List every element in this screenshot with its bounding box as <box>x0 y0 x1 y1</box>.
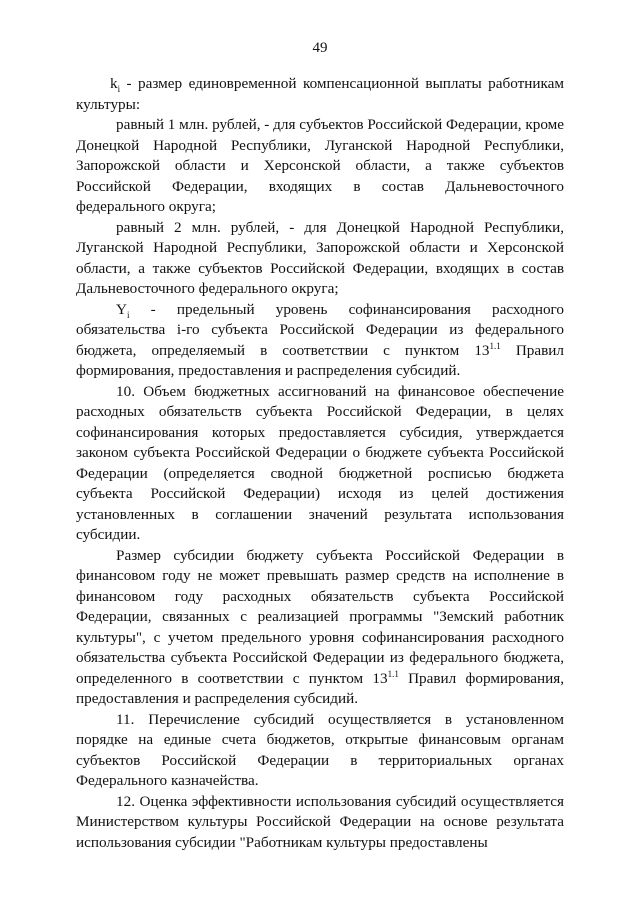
y-definition-text: - предельный уровень софинансирования расходного обязательства i-го субъекта Российской Федерации из федерального бюджета, определяемый в соответствии с пунктом 13 <box>76 300 564 359</box>
y-definition-tail: Правил формирования, предоставления и распределения субсидий. <box>76 341 564 379</box>
y-symbol: Y <box>116 300 127 318</box>
k-definition-text: - размер единовременной компенсационной выплаты работникам культуры: <box>76 75 564 113</box>
paragraph-10: 10. Объем бюджетных ассигнований на финансовое обеспечение расходных обязательств субъекта Российской Федерации, в целях софинансирования которых предоставляется субсидия, утверждается законом субъекта Российской Федерации о бюджете субъекта Российской Федерации (определяется сводной бюджетной росписью бюджета субъекта Российской Федерации) исходя из целей достижения установленных в соглашении значений результата использования субсидии. <box>76 382 564 543</box>
y-subscript: i <box>126 309 130 320</box>
paragraph-12: 12. Оценка эффективности использования субсидий осуществляется Министерством культуры Российской Федерации на основе результата использования субсидии "Работникам культуры предоставлены <box>76 792 564 851</box>
document-body <box>76 74 564 853</box>
page-number: 49 <box>312 40 328 56</box>
k-symbol: k <box>110 75 118 92</box>
y-footnote-sup: 1.1 <box>489 340 501 351</box>
paragraph-11: 11. Перечисление субсидий осуществляется в установленном порядке на единые счета бюджетов, открытые финансовым органам субъектов Российской Федерации в территориальных органах Федерального казначейства. <box>76 710 564 789</box>
k-value-2: равный 2 млн. рублей, - для Донецкой Народной Республики, Луганской Народной Республики, Запорожской области и Херсонской области, а также субъектов Российской Федерации, входящих в состав Дальневосточного федерального округа; <box>76 218 564 297</box>
k-subscript: i <box>117 84 121 95</box>
k-value-1: равный 1 млн. рублей, - для субъектов Российской Федерации, кроме Донецкой Народной Республики, Луганской Народной Республики, Запорожской области и Херсонской области, а также субъектов Российской Федерации, входящих в состав Дальневосточного федерального округа; <box>76 116 564 215</box>
paragraph-10-size-text: Размер субсидии бюджету субъекта Российской Федерации в финансовом году не может превышать размер средств на исполнение в финансовом году расходных обязательств субъекта Российской Федерации, связанных с реализацией программы "Земский работник культуры", с учетом предельного уровня софинансирования расходного обязательства субъекта Российской Федерации из федерального бюджета, определенного в соответствии с пунктом 13 <box>76 546 564 687</box>
definition-y <box>76 300 564 382</box>
paragraph-10-size-tail: Правил формирования, предоставления и распределения субсидий. <box>76 669 564 707</box>
paragraph-10-size <box>76 546 564 710</box>
paragraph-10-footnote-sup: 1.1 <box>387 668 399 679</box>
definition-k <box>76 74 564 115</box>
